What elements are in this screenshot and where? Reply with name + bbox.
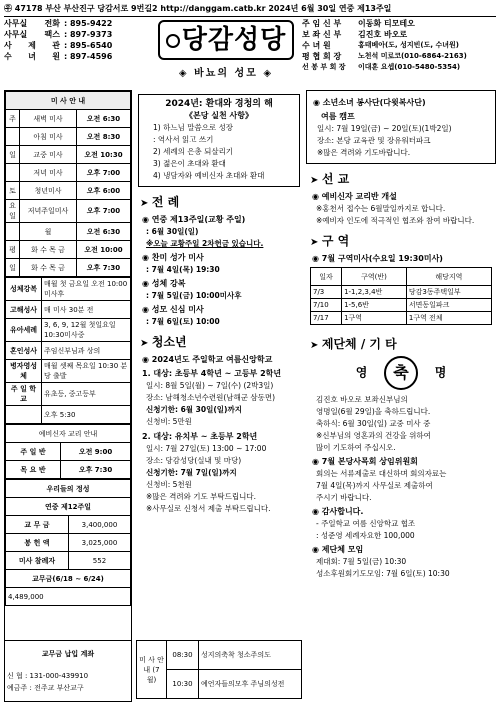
pastoral-year-subtitle: 《본당 실천 사항》 [185,111,253,120]
sacrament-time: 주임신부님과 상의 [42,342,131,360]
mass-time: 오전 6:30 [76,110,130,128]
parish-logo-icon [166,34,180,48]
mass-group-label: 토 [6,182,20,200]
mass-name: 월 [20,223,77,241]
news-column [306,90,496,702]
mass-group-label [6,223,20,241]
youth-line: 신청비: 5만원 [146,417,192,426]
offering-sum-label: 교무금(6/18 ~ 6/24) [6,570,131,588]
thanks-line: - 주일학교 여름 신앙학교 협조 [316,519,416,528]
mass-row [6,200,131,223]
altar-server-subtitle: 여름 캠프 [321,112,355,121]
catechumen-table [5,424,131,479]
pastoral-year-title: 2024년: 환대와 경청의 해 [165,99,273,109]
mass-name: 화 수 목 금 [20,241,77,259]
offering-label: 미사 참례자 [6,552,69,570]
staff-value: 김진호 바오로 [358,30,408,39]
contact-row [4,51,152,62]
youth-line: 신청기한: 7월 7일(일)까지 [146,468,237,477]
mass-name: 저녁주일미사 [20,200,77,223]
mass-row [6,146,131,164]
groups-heading: ➤ 제단체 / 기 타 [310,335,496,352]
mass-name: 교중 미사 [20,146,77,164]
staff-label: 주 임 신 부 [302,19,342,28]
congrats-line: 김진호 바오로 보좌신부님의 [316,395,408,404]
liturgy-item-line: : 7월 4일(목) 19:30 [146,265,220,274]
mass-row [6,259,131,277]
contact-value: : 895-6540 [64,41,113,50]
youth-note: ※많은 격려와 기도 부탁드립니다. [146,492,257,501]
pastoral-item: 4) 냉담자와 예비신자 초대와 환대 [153,171,265,180]
district-heading: ➤ 구 역 [310,232,496,249]
congrats-lines [306,394,496,453]
meeting-title: ◉ 제단체 모임 [312,545,364,554]
catechumen-header: 예비신자 교리 안내 [6,425,131,443]
sacrament-table [5,277,131,424]
offering-sum: 4,489,000 [6,588,131,606]
mass-time: 오후 7:30 [76,259,130,277]
sacrament-row [6,301,131,319]
youth-line: 1. 대상: 초등부 4학년 ~ 고등부 2학년 [142,369,282,378]
staff-row [302,40,496,51]
district-row [311,312,492,325]
staff-value: 홍태베아(도, 성지빈(도, 수녀원) [358,41,459,49]
header-address-line: ㉾ 47178 부산 부산진구 당감서로 9번길2 http://danggam.catb.kr 2024년 6월 30일 연중 제13주일 [4,1,496,17]
congrats-stamp-icon: 축 [384,356,418,390]
mass-name: 청년미사 [20,182,77,200]
mass-row [6,164,131,182]
council-line: 회의는 서류제출로 대신하며 회의자료는 [316,469,447,478]
account-number: 신 협 : 131-000-439910 [7,672,89,680]
july-mass-intention: 예언자들의모후 주님의성전 [199,670,302,699]
district-col-header: 구역(반) [342,268,407,286]
district-table [310,267,492,325]
youth-line: 일시: 7월 27일(토) 13:00 ~ 17:00 [146,444,267,453]
staff-label: 선 봉 부 회 장 [302,63,346,71]
sacrament-time: 오후 5:30 [42,406,131,424]
bulletin-title: 당감성당 [181,25,287,55]
catechumen-time: 오전 9:00 [61,443,131,461]
congrats-right: 명 [434,365,447,380]
sacrament-time: 매월 첫 금요일 오전 10:00 미사후 [42,278,131,301]
liturgy-heading: ➤ 전 례 [140,193,302,210]
youth-line: 2. 대상: 유치부 ~ 초등부 2학년 [142,432,258,441]
youth-group-2 [136,431,302,490]
sacrament-row [6,342,131,360]
altar-server-line: 일시: 7월 19일(금) ~ 20일(토)(1박2일) [317,124,452,133]
pastoral-item: 3) 젊은이 초대와 환대 [153,159,226,168]
youth-note: ※사무실로 신청서 제출 부탁드립니다. [146,504,271,513]
congrats-line: 축하식: 6월 30일(일) 교중 미사 중 [316,419,431,428]
district-cell: 당감3동주택일부 [406,286,491,299]
contact-label: 사무실 전화 [4,19,60,28]
staff-value: 이동화 티모테오 [358,19,415,28]
staff-row [302,29,496,40]
youth-heading: ➤ 청소년 [140,333,302,350]
offering-label: 봉 헌 액 [6,534,69,552]
july-mass-intention: 성지의축착 청소주의도 [199,641,302,670]
sacrament-row [6,383,131,406]
youth-line: 장소: 당감성당(실내 및 마당) [146,456,242,465]
liturgy-item-title: ◉ 성모 신심 미사 [142,305,204,314]
district-cell: 1-1,2,3,4반 [342,286,407,299]
district-cell: 7/17 [311,312,342,325]
meeting-lines [306,556,496,579]
staff-value: 이대훈 요셉(010-5480-5354) [358,63,461,71]
bulletin-subtitle: ◈ 바뇨의 성모 ◈ [178,68,274,79]
mass-group-label [6,164,20,182]
offering-table [5,479,131,606]
catechumen-time: 오후 7:30 [61,461,131,479]
catechumen-class: 목 요 반 [6,461,61,479]
sacrament-name: 유아세례 [6,319,42,342]
mass-group-label: 일 [6,146,20,164]
pastoral-item: : 역사서 읽고 쓰기 [153,135,214,144]
liturgy-item-title: ◉ 찬미 성가 미사 [142,253,204,262]
district-cell: 1구역 전체 [406,312,491,325]
sacrament-row [6,406,131,424]
catechumen-class: 주 일 반 [6,443,61,461]
mass-time: 오전 10:00 [76,241,130,259]
congrats-line: 영명일(6월 29일)을 축하드립니다. [316,407,431,416]
july-mass-time: 08:30 [167,641,199,670]
bulletin-masthead [156,18,296,86]
contact-row [4,29,152,40]
sacrament-row [6,360,131,383]
mission-line: ※홍천서 접수는 6월말일까지로 합니다. [316,204,446,213]
mass-time: 오전 10:30 [76,146,130,164]
contact-row [4,40,152,51]
district-row [311,299,492,312]
staff-block [302,18,496,86]
congrats-line: ※신부님의 영혼과의 건강을 위하여 [316,431,431,440]
offering-value: 3,025,000 [68,534,130,552]
mass-name: 저녁 미사 [20,164,77,182]
july-mass-label: 미 사 안 내 (7월) [137,641,167,699]
staff-row [302,62,496,73]
district-cell: 7/3 [311,286,342,299]
sacrament-name: 병자영성체 [6,360,42,383]
mass-row [6,182,131,200]
district-mass-title: ◉ 7월 구역미사(수요일 19:30미사) [312,254,443,263]
contact-label: 수 녀 원 [4,52,60,61]
liturgy-column [136,90,302,702]
district-col-header: 일자 [311,268,342,286]
pastoral-year-box [138,94,300,187]
mass-schedule-header: 미 사 안 내 [6,92,131,110]
logo [158,20,294,60]
youth-camp-title: ◉ 2024년도 주일학교 여름신앙학교 [142,355,273,364]
altar-server-line: ※많은 격려와 기도바랍니다. [317,148,411,157]
offering-value: 3,400,000 [68,516,130,534]
thanks-line: : 성준영 세례자요한 100,000 [316,531,415,540]
district-col-header: 해당지역 [406,268,491,286]
mass-name: 아침 미사 [20,128,77,146]
mass-row [6,128,131,146]
thanks-lines [306,518,496,541]
account-title: 교무금 납입 계좌 [41,650,95,658]
sacrament-row [6,278,131,301]
meeting-line: 성소후원회기도모임: 7월 6일(토) 10:30 [316,569,450,578]
staff-label: 보 좌 신 부 [302,30,342,39]
sacrament-name: 고해성사 [6,301,42,319]
contact-row [4,18,152,29]
contact-value: : 897-4596 [64,52,113,61]
contact-value: : 897-9373 [64,30,113,39]
district-cell: 7/10 [311,299,342,312]
july-mass-time: 10:30 [167,670,199,699]
sacrament-name: 성체강복 [6,278,42,301]
altar-server-title: ◉ 소년소녀 봉사단(다윗복사단) [313,98,426,107]
mission-heading: ➤ 선 교 [310,170,496,187]
mass-time: 오후 6:00 [76,182,130,200]
offering-header: 우리들의 정성 [6,480,131,498]
offering-week: 연중 제12주일 [6,498,131,516]
congrats-line: 많이 기도하여 주십시오. [316,443,396,452]
council-title: ◉ 7월 본당사목회 상임위원회 [312,457,418,466]
council-line: 주시기 바랍니다. [316,493,372,502]
district-cell: 1-5,6반 [342,299,407,312]
pastoral-item: 2) 세례의 은총 되살리기 [153,147,234,156]
congrats-banner [306,356,496,390]
mass-row [6,110,131,128]
mass-name: 화 수 목 금 [20,259,77,277]
council-lines [306,468,496,503]
liturgy-item-line: : 7월 6일(토) 10:00 [146,317,220,326]
sacrament-row [6,319,131,342]
offering-label: 교 무 금 [6,516,69,534]
schedule-column [4,90,132,702]
mass-group-label: 주 [6,110,20,128]
contact-value: : 895-9422 [64,19,113,28]
sacrament-time: 매 미사 30분 전 [42,301,131,319]
liturgy-item-title: ◉ 성체 강복 [142,279,186,288]
meeting-line: 제대회: 7월 5일(금) 10:30 [316,557,407,566]
staff-label: 수 녀 원 [302,41,331,50]
youth-line: 신청기한: 6월 30일(일)까지 [146,405,242,414]
youth-line: 장소: 남해청소년수련원(남해군 삼동면) [146,393,276,402]
mass-group-label: 일 [6,259,20,277]
mass-group-label: 평 [6,241,20,259]
staff-label: 평 협 회 장 [302,52,342,61]
sacrament-name [6,406,42,424]
liturgy-item-title: ◉ 연중 제13주일(교황 주일) [142,215,246,224]
congrats-left: 영 [355,365,368,380]
mass-group-label [6,128,20,146]
mass-row [6,223,131,241]
council-line: 7월 4일(목)까지 사무실로 제출하여 [316,481,433,490]
altar-server-line: 장소: 본당 교육관 및 장유워터파크 [317,136,431,145]
mass-schedule-table [5,91,131,277]
mass-time: 오후 7:00 [76,164,130,182]
account-box [4,640,132,702]
youth-line: 신청비: 5천원 [146,480,192,489]
july-mass-box [136,640,302,702]
sacrament-name: 주 일 학교 [6,383,42,406]
staff-row [302,51,496,62]
district-cell: 서면동일파크 [406,299,491,312]
mission-item-title: ◉ 예비신자 교리반 개설 [312,192,397,201]
offering-value: 552 [68,552,130,570]
staff-row [302,18,496,29]
mass-time: 오전 6:30 [76,223,130,241]
pastoral-item: 1) 하느님 말씀으로 성장 [153,123,234,132]
sacrament-time: 매월 셋째 목요일 10:30 분당 출발 [42,360,131,383]
liturgy-item-line: : 6월 30일(일) [146,227,199,236]
sacrament-name: 혼인성사 [6,342,42,360]
sacrament-time: 3, 6, 9, 12월 첫일요일 10:30미사중 [42,319,131,342]
mass-group-label: 요일 [6,200,20,223]
youth-line: 일시: 8월 5일(월) ~ 7일(수) (2박3일) [146,381,274,390]
liturgy-item-line: : 7월 5일(금) 10:00미사후 [146,291,242,300]
sacrament-time: 유초등, 중고등부 [42,383,131,406]
thanks-title: ◉ 감사합니다. [312,507,364,516]
contact-label: 사무실 팩스 [4,30,60,39]
staff-value: 노천석 미로코(010-6864-2163) [358,52,467,60]
account-holder: 예금주 : 전주교 부산교구 [7,684,84,692]
mass-row [6,241,131,259]
mass-time: 오전 8:30 [76,128,130,146]
altar-server-box [306,90,496,164]
mission-line: ※예비자 인도에 적극적인 협조와 참여 바랍니다. [316,216,475,225]
liturgy-item-line: ※오늘 교황주일 2차헌금 있습니다. [146,239,264,248]
contact-label: 사 제 관 [4,41,60,50]
district-cell: 1구역 [342,312,407,325]
mass-name: 새벽 미사 [20,110,77,128]
liturgy-list [136,214,302,327]
district-row [311,286,492,299]
youth-notes [136,491,302,514]
mass-time: 오후 7:00 [76,200,130,223]
contact-block [4,18,152,86]
youth-group-1 [136,368,302,427]
july-mass-table [136,640,302,699]
